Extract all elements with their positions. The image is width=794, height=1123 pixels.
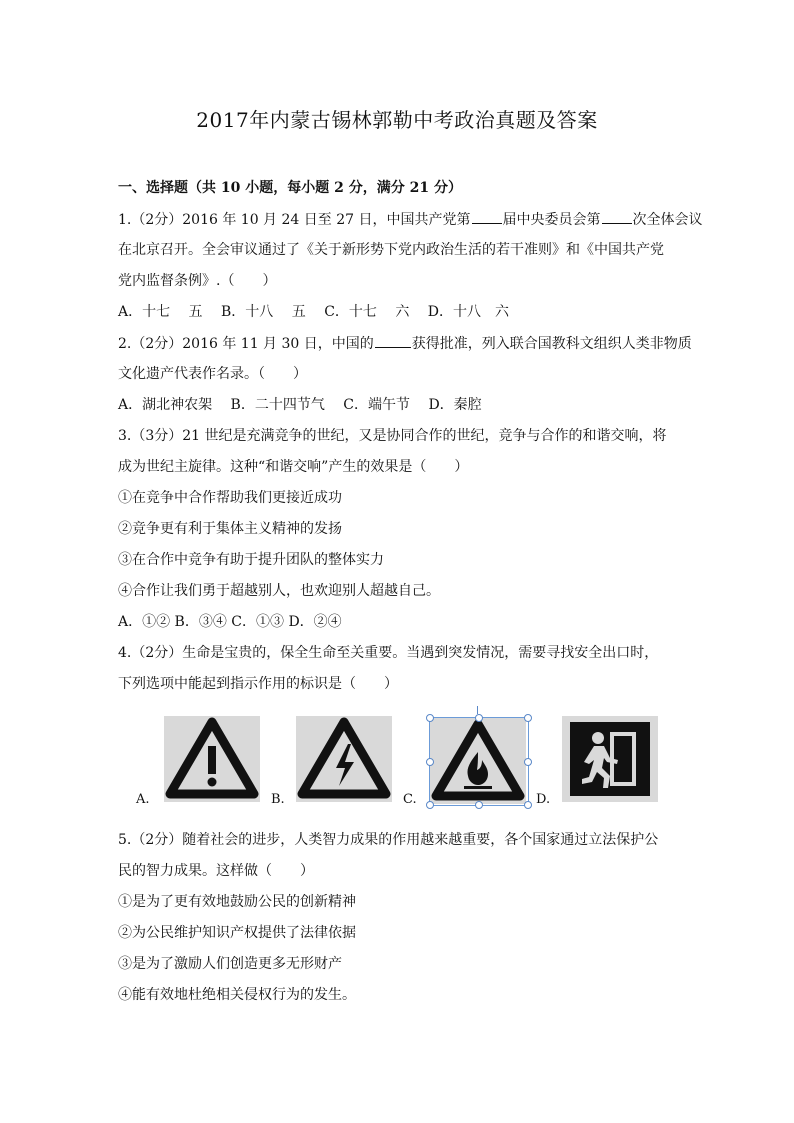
selection-frame[interactable] [429, 717, 529, 806]
q1-blank-2 [602, 209, 632, 224]
question-1-options: A．十七 五 B．十八 五 C．十七 六 D．十八 六 [118, 304, 510, 320]
resize-handle-top-left[interactable] [426, 714, 434, 722]
question-1-line-3: 党内监督条例》.（ ） [118, 273, 277, 289]
question-5-item-4: ④能有效地杜绝相关侵权行为的发生。 [118, 987, 356, 1003]
q1-blank-1 [472, 209, 502, 224]
question-3-options: A．①② B．③④ C．①③ D．②④ [118, 614, 342, 630]
general-warning-icon [164, 716, 260, 802]
question-4-line-2: 下列选项中能起到指示作用的标识是（ ） [118, 676, 398, 692]
question-1-line-1 [118, 209, 703, 230]
question-1-line-2: 在北京召开。全会审议通过了《关于新形势下党内政治生活的若干准则》和《中国共产党 [118, 242, 664, 258]
q2-text-b: 获得批准，列入联合国教科文组织人类非物质 [411, 336, 692, 352]
emergency-exit-icon [562, 716, 658, 802]
page-title: 2017年内蒙古锡林郭勒中考政治真题及答案 [196, 108, 598, 132]
sign-c-label: C. [403, 792, 417, 807]
sign-d-label: D. [536, 792, 551, 807]
q1-text-a: 1.（2分）2016 年 10 月 24 日至 27 日，中国共产党第 [118, 212, 471, 228]
resize-handle-right[interactable] [524, 758, 532, 766]
q1-text-c: 次全体会议 [632, 212, 703, 228]
question-3-item-1: ①在竞争中合作帮助我们更接近成功 [118, 490, 342, 506]
question-4-line-1: 4.（2分）生命是宝贵的，保全生命至关重要。当遇到突发情况，需要寻找安全出口时， [118, 645, 659, 661]
question-3-line-1: 3.（3分）21 世纪是充满竞争的世纪，又是协同合作的世纪，竞争与合作的和谐交响，将 [118, 428, 667, 444]
resize-handle-left[interactable] [426, 758, 434, 766]
sign-b-label: B. [271, 792, 285, 807]
question-2-options: A．湖北神农架 B．二十四节气 C．端午节 D．秦腔 [118, 397, 482, 413]
question-3-line-2: 成为世纪主旋律。这种“和谐交响”产生的效果是（ ） [118, 459, 469, 475]
question-5-item-3: ③是为了激励人们创造更多无形财产 [118, 956, 342, 972]
q2-blank [375, 333, 411, 348]
question-5-line-1: 5.（2分）随着社会的进步，人类智力成果的作用越来越重要，各个国家通过立法保护公 [118, 832, 659, 848]
question-3-item-3: ③在合作中竞争有助于提升团队的整体实力 [118, 552, 384, 568]
resize-handle-bottom-left[interactable] [426, 801, 434, 809]
rotate-handle-stem[interactable] [477, 706, 478, 714]
resize-handle-top-right[interactable] [524, 714, 532, 722]
resize-handle-top[interactable] [475, 714, 483, 722]
question-2-line-2: 文化遗产代表作名录。（ ） [118, 366, 307, 382]
question-3-item-2: ②竞争更有利于集体主义精神的发扬 [118, 521, 342, 537]
q2-text-a: 2.（2分）2016 年 11 月 30 日，中国的 [118, 336, 374, 352]
question-5-line-2: 民的智力成果。这样做（ ） [118, 863, 314, 879]
electric-shock-warning-icon [296, 716, 392, 802]
q1-text-b: 届中央委员会第 [502, 212, 601, 228]
resize-handle-bottom-right[interactable] [524, 801, 532, 809]
question-3-item-4: ④合作让我们勇于超越别人，也欢迎别人超越自己。 [118, 583, 440, 599]
sign-a-label: A. [136, 792, 150, 807]
section-heading: 一、选择题（共 10 小题，每小题 2 分，满分 21 分） [118, 180, 462, 196]
resize-handle-bottom[interactable] [475, 801, 483, 809]
question-5-item-1: ①是为了更有效地鼓励公民的创新精神 [118, 894, 356, 910]
question-5-item-2: ②为公民维护知识产权提供了法律依据 [118, 925, 356, 941]
question-2-line-1 [118, 333, 692, 354]
